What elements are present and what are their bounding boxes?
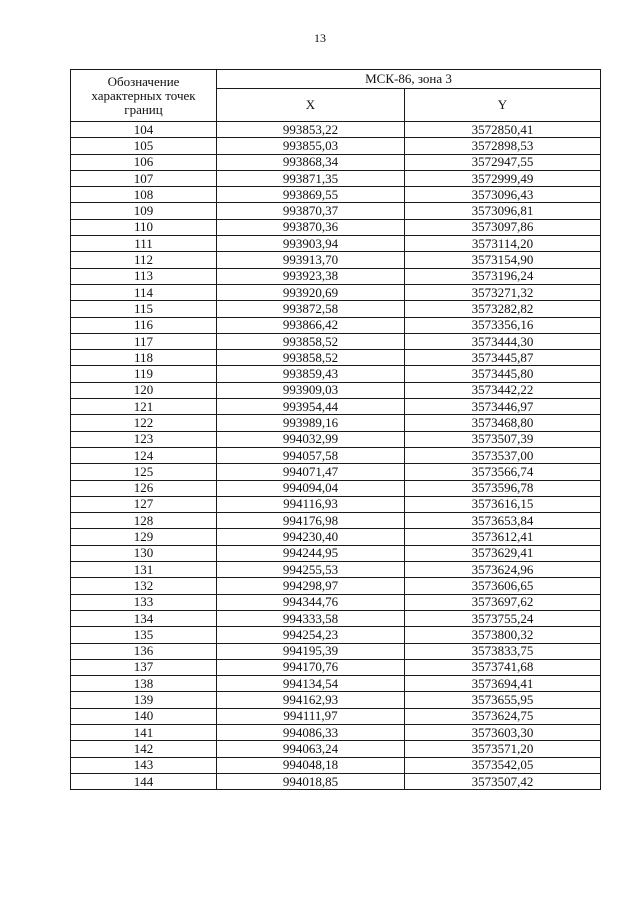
- table-row: [71, 676, 601, 692]
- y-coordinate-cell: 3573612,41: [405, 529, 601, 545]
- y-coordinate-cell: 3573616,15: [405, 496, 601, 512]
- x-coordinate-cell: 993903,94: [217, 236, 405, 252]
- table-row: [71, 301, 601, 317]
- table-row: [71, 252, 601, 268]
- table-row: [71, 724, 601, 740]
- y-coordinate-cell: 3573603,30: [405, 724, 601, 740]
- x-coordinate-cell: 994134,54: [217, 676, 405, 692]
- table-row: [71, 562, 601, 578]
- table-header: [71, 70, 601, 122]
- y-coordinate-cell: 3573507,39: [405, 431, 601, 447]
- table-row: [71, 317, 601, 333]
- y-coordinate-cell: 3573596,78: [405, 480, 601, 496]
- table-row: [71, 692, 601, 708]
- table-row: [71, 578, 601, 594]
- x-coordinate-cell: 993870,36: [217, 219, 405, 235]
- header-coordinate-system: МСК-86, зона 3: [217, 70, 601, 89]
- table-row: [71, 480, 601, 496]
- table-body: [71, 122, 601, 790]
- y-coordinate-cell: 3573542,05: [405, 757, 601, 773]
- table-row: [71, 610, 601, 626]
- x-coordinate-cell: 993920,69: [217, 284, 405, 300]
- point-number-cell: 129: [71, 529, 217, 545]
- y-coordinate-cell: 3573445,80: [405, 366, 601, 382]
- point-number-cell: 112: [71, 252, 217, 268]
- y-coordinate-cell: 3573566,74: [405, 464, 601, 480]
- point-number-cell: 106: [71, 154, 217, 170]
- x-coordinate-cell: 993871,35: [217, 170, 405, 186]
- point-number-cell: 113: [71, 268, 217, 284]
- point-number-cell: 110: [71, 219, 217, 235]
- header-y: Y: [405, 89, 601, 122]
- table-row: [71, 708, 601, 724]
- table-row: [71, 236, 601, 252]
- point-number-cell: 119: [71, 366, 217, 382]
- x-coordinate-cell: 994254,23: [217, 627, 405, 643]
- table-row: [71, 741, 601, 757]
- table-row: [71, 333, 601, 349]
- y-coordinate-cell: 3573629,41: [405, 545, 601, 561]
- y-coordinate-cell: 3573655,95: [405, 692, 601, 708]
- table-row: [71, 431, 601, 447]
- y-coordinate-cell: 3573697,62: [405, 594, 601, 610]
- x-coordinate-cell: 993909,03: [217, 382, 405, 398]
- y-coordinate-cell: 3573537,00: [405, 447, 601, 463]
- y-coordinate-cell: 3573442,22: [405, 382, 601, 398]
- point-number-cell: 116: [71, 317, 217, 333]
- x-coordinate-cell: 994032,99: [217, 431, 405, 447]
- point-number-cell: 141: [71, 724, 217, 740]
- x-coordinate-cell: 993923,38: [217, 268, 405, 284]
- table-row: [71, 659, 601, 675]
- x-coordinate-cell: 994057,58: [217, 447, 405, 463]
- x-coordinate-cell: 994244,95: [217, 545, 405, 561]
- x-coordinate-cell: 993869,55: [217, 187, 405, 203]
- y-coordinate-cell: 3573445,87: [405, 350, 601, 366]
- table-row: [71, 154, 601, 170]
- y-coordinate-cell: 3573096,43: [405, 187, 601, 203]
- y-coordinate-cell: 3573833,75: [405, 643, 601, 659]
- y-coordinate-cell: 3573271,32: [405, 284, 601, 300]
- point-number-cell: 128: [71, 513, 217, 529]
- x-coordinate-cell: 994333,58: [217, 610, 405, 626]
- point-number-cell: 137: [71, 659, 217, 675]
- point-number-cell: 115: [71, 301, 217, 317]
- table-row: [71, 773, 601, 789]
- x-coordinate-cell: 994116,93: [217, 496, 405, 512]
- y-coordinate-cell: 3573624,96: [405, 562, 601, 578]
- x-coordinate-cell: 993954,44: [217, 399, 405, 415]
- x-coordinate-cell: 994298,97: [217, 578, 405, 594]
- table-row: [71, 496, 601, 512]
- point-number-cell: 122: [71, 415, 217, 431]
- table-row: [71, 447, 601, 463]
- y-coordinate-cell: 3573741,68: [405, 659, 601, 675]
- x-coordinate-cell: 993858,52: [217, 333, 405, 349]
- x-coordinate-cell: 993859,43: [217, 366, 405, 382]
- table-row: [71, 382, 601, 398]
- y-coordinate-cell: 3573444,30: [405, 333, 601, 349]
- table-row: [71, 594, 601, 610]
- point-number-cell: 140: [71, 708, 217, 724]
- x-coordinate-cell: 994162,93: [217, 692, 405, 708]
- point-number-cell: 136: [71, 643, 217, 659]
- x-coordinate-cell: 993989,16: [217, 415, 405, 431]
- y-coordinate-cell: 3573468,80: [405, 415, 601, 431]
- coordinates-table: [70, 69, 601, 790]
- x-coordinate-cell: 993858,52: [217, 350, 405, 366]
- y-coordinate-cell: 3573446,97: [405, 399, 601, 415]
- x-coordinate-cell: 994170,76: [217, 659, 405, 675]
- y-coordinate-cell: 3573114,20: [405, 236, 601, 252]
- y-coordinate-cell: 3573097,86: [405, 219, 601, 235]
- table-row: [71, 757, 601, 773]
- table-row: [71, 122, 601, 138]
- table-row: [71, 268, 601, 284]
- point-number-cell: 138: [71, 676, 217, 692]
- y-coordinate-cell: 3572947,55: [405, 154, 601, 170]
- table-row: [71, 415, 601, 431]
- x-coordinate-cell: 994048,18: [217, 757, 405, 773]
- point-number-cell: 131: [71, 562, 217, 578]
- point-number-cell: 114: [71, 284, 217, 300]
- y-coordinate-cell: 3572898,53: [405, 138, 601, 154]
- x-coordinate-cell: 993872,58: [217, 301, 405, 317]
- table-row: [71, 203, 601, 219]
- point-number-cell: 143: [71, 757, 217, 773]
- table-row: [71, 643, 601, 659]
- y-coordinate-cell: 3572850,41: [405, 122, 601, 138]
- table-row: [71, 187, 601, 203]
- table-row: [71, 284, 601, 300]
- point-number-cell: 125: [71, 464, 217, 480]
- point-number-cell: 133: [71, 594, 217, 610]
- y-coordinate-cell: 3573507,42: [405, 773, 601, 789]
- y-coordinate-cell: 3573755,24: [405, 610, 601, 626]
- y-coordinate-cell: 3573154,90: [405, 252, 601, 268]
- table-row: [71, 513, 601, 529]
- y-coordinate-cell: 3573800,32: [405, 627, 601, 643]
- point-number-cell: 111: [71, 236, 217, 252]
- table-row: [71, 627, 601, 643]
- x-coordinate-cell: 994344,76: [217, 594, 405, 610]
- point-number-cell: 144: [71, 773, 217, 789]
- point-number-cell: 109: [71, 203, 217, 219]
- y-coordinate-cell: 3572999,49: [405, 170, 601, 186]
- x-coordinate-cell: 994111,97: [217, 708, 405, 724]
- x-coordinate-cell: 994086,33: [217, 724, 405, 740]
- y-coordinate-cell: 3573571,20: [405, 741, 601, 757]
- point-number-cell: 123: [71, 431, 217, 447]
- y-coordinate-cell: 3573196,24: [405, 268, 601, 284]
- point-number-cell: 126: [71, 480, 217, 496]
- point-number-cell: 139: [71, 692, 217, 708]
- y-coordinate-cell: 3573624,75: [405, 708, 601, 724]
- table-row: [71, 399, 601, 415]
- table-row: [71, 366, 601, 382]
- y-coordinate-cell: 3573282,82: [405, 301, 601, 317]
- point-number-cell: 104: [71, 122, 217, 138]
- table-row: [71, 350, 601, 366]
- page-number: 13: [314, 31, 326, 45]
- table-row: [71, 545, 601, 561]
- x-coordinate-cell: 993855,03: [217, 138, 405, 154]
- y-coordinate-cell: 3573606,65: [405, 578, 601, 594]
- table-row: [71, 219, 601, 235]
- point-number-cell: 124: [71, 447, 217, 463]
- x-coordinate-cell: 993913,70: [217, 252, 405, 268]
- x-coordinate-cell: 994195,39: [217, 643, 405, 659]
- table-row: [71, 170, 601, 186]
- point-number-cell: 120: [71, 382, 217, 398]
- point-number-cell: 117: [71, 333, 217, 349]
- point-number-cell: 107: [71, 170, 217, 186]
- point-number-cell: 105: [71, 138, 217, 154]
- x-coordinate-cell: 993868,34: [217, 154, 405, 170]
- x-coordinate-cell: 994176,98: [217, 513, 405, 529]
- x-coordinate-cell: 994230,40: [217, 529, 405, 545]
- x-coordinate-cell: 994094,04: [217, 480, 405, 496]
- point-number-cell: 142: [71, 741, 217, 757]
- point-number-cell: 121: [71, 399, 217, 415]
- x-coordinate-cell: 993866,42: [217, 317, 405, 333]
- x-coordinate-cell: 994071,47: [217, 464, 405, 480]
- x-coordinate-cell: 994255,53: [217, 562, 405, 578]
- x-coordinate-cell: 993853,22: [217, 122, 405, 138]
- point-number-cell: 108: [71, 187, 217, 203]
- point-number-cell: 132: [71, 578, 217, 594]
- point-number-cell: 118: [71, 350, 217, 366]
- point-number-cell: 134: [71, 610, 217, 626]
- y-coordinate-cell: 3573694,41: [405, 676, 601, 692]
- x-coordinate-cell: 993870,37: [217, 203, 405, 219]
- point-number-cell: 135: [71, 627, 217, 643]
- y-coordinate-cell: 3573356,16: [405, 317, 601, 333]
- x-coordinate-cell: 994063,24: [217, 741, 405, 757]
- header-point-designation: Обозначение характерных точек границ: [71, 70, 217, 122]
- header-x: X: [217, 89, 405, 122]
- table-row: [71, 138, 601, 154]
- point-number-cell: 130: [71, 545, 217, 561]
- table-row: [71, 529, 601, 545]
- x-coordinate-cell: 994018,85: [217, 773, 405, 789]
- y-coordinate-cell: 3573096,81: [405, 203, 601, 219]
- y-coordinate-cell: 3573653,84: [405, 513, 601, 529]
- point-number-cell: 127: [71, 496, 217, 512]
- table-row: [71, 464, 601, 480]
